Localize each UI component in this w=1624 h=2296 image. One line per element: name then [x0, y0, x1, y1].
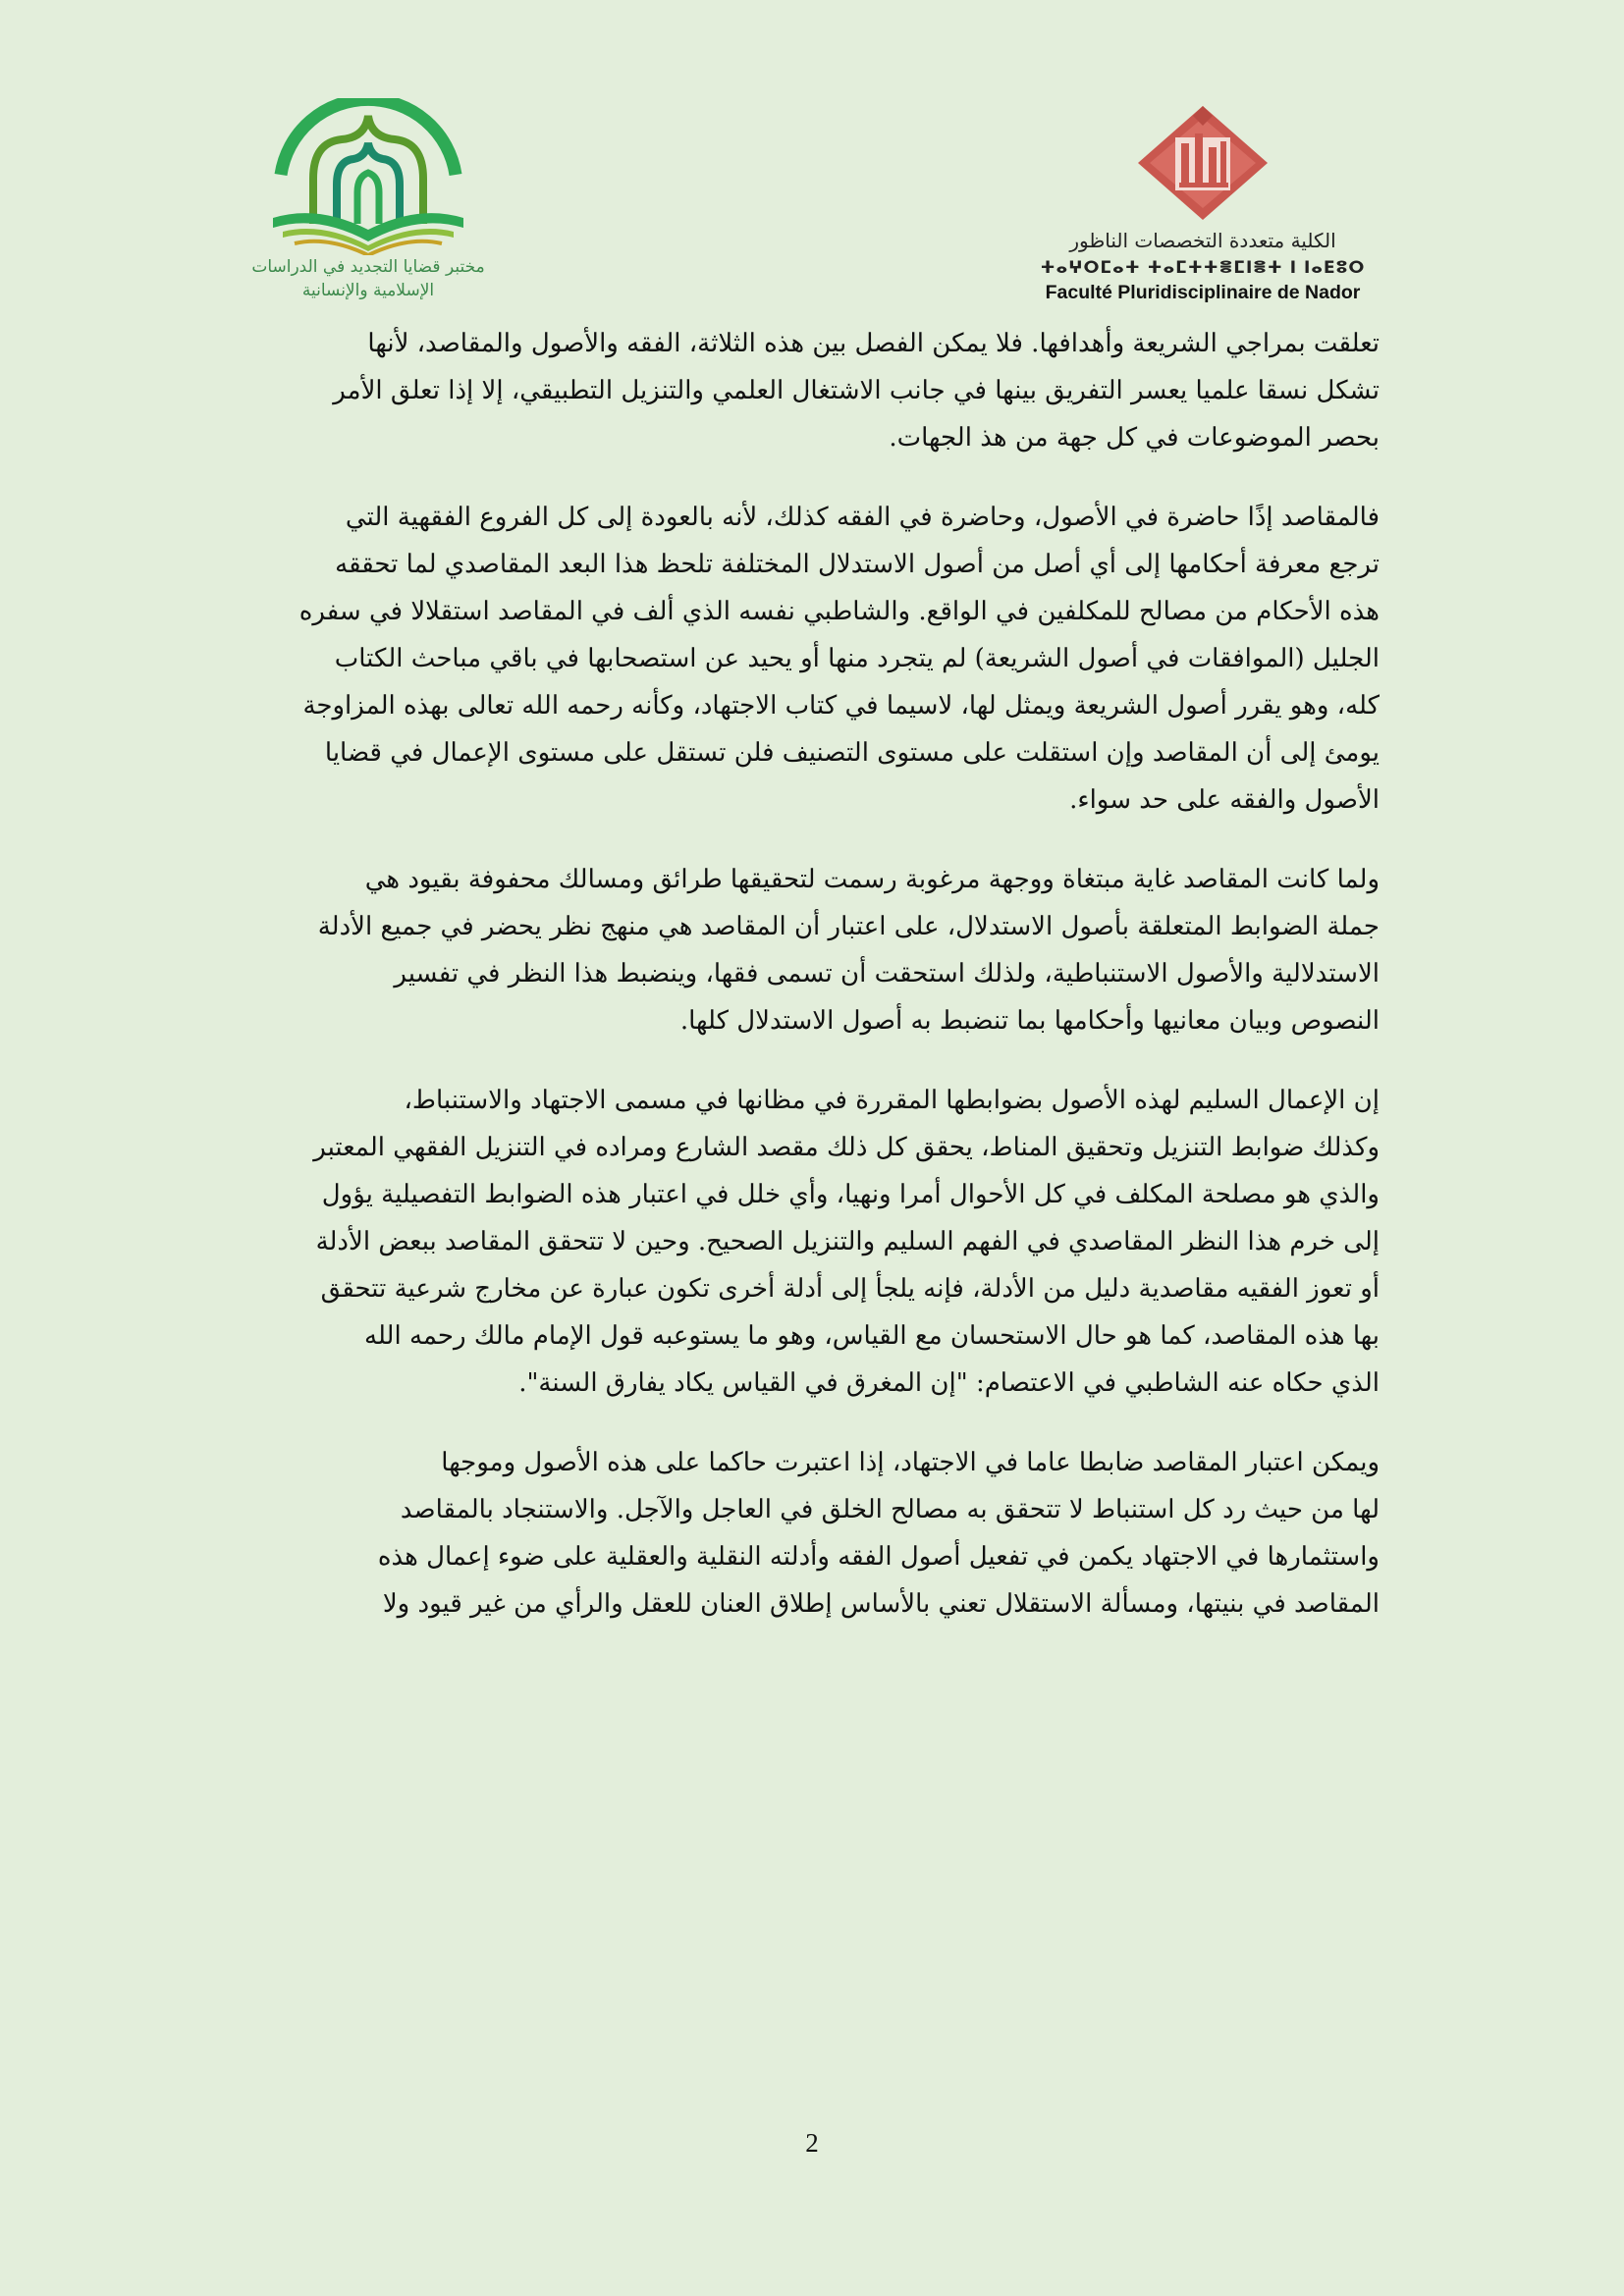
text-line: يومئ إلى أن المقاصد وإن استقلت على مستوى التصنيف فلن تستقل على مستوى الإعمال في قضايا — [324, 738, 1380, 768]
text-line: كله، وهو يقرر أصول الشريعة ويمثل لها، لاسيما في كتاب الاجتهاد، وكأنه رحمه الله تعالى بهذه المزاوجة — [302, 691, 1380, 721]
text-line: الذي حكاه عنه الشاطبي في الاعتصام: "إن المغرق في القياس يكاد يفارق السنة". — [518, 1368, 1380, 1398]
text-line: وكذلك ضوابط التنزيل وتحقيق المناط، يحقق كل ذلك مقصد الشارع ومراده في التنزيل الفقهي المعتبر — [313, 1133, 1380, 1162]
text-line: الأصول والفقه على حد سواء. — [1069, 785, 1380, 815]
faculty-emblem-icon — [1136, 104, 1270, 222]
text-line: ولما كانت المقاصد غاية مبتغاة ووجهة مرغوبة رسمت لتحقيقها طرائق ومسالك محفوفة بقيود هي — [364, 865, 1380, 894]
text-line: تعلقت بمراجي الشريعة وأهدافها. فلا يمكن الفصل بين هذه الثلاثة، الفقه والأصول والمقاصد، لأنها — [367, 329, 1380, 358]
lab-caption-line2: الإسلامية والإنسانية — [301, 281, 435, 300]
text-line: بحصر الموضوعات في كل جهة من هذ الجهات. — [889, 423, 1380, 453]
text-line: جملة الضوابط المتعلقة بأصول الاستدلال، على اعتبار أن المقاصد هي منهج نظر يحضر في جميع الأدلة — [317, 912, 1380, 941]
text-line: واستثمارها في الاجتهاد يكمن في تفعيل أصول الفقه وأدلته النقلية والعقلية على ضوء إعمال هذه — [377, 1542, 1380, 1572]
text-line: النصوص وبيان معانيها وأحكامها بما تنضبط به أصول الاستدلال كلها. — [679, 1006, 1380, 1036]
text-line: تشكل نسقا علميا يعسر التفريق بينها في جانب الاشتغال العلمي والتنزيل التطبيقي، إلا إذا تعلق الأمر — [333, 376, 1380, 405]
text-line: ويمكن اعتبار المقاصد ضابطا عاما في الاجتهاد، إذا اعتبرت حاكما على هذه الأصول وموجها — [441, 1448, 1380, 1477]
faculty-logo — [1026, 104, 1380, 310]
paragraph-4 — [245, 1077, 1380, 1407]
text-line: والذي هو مصلحة المكلف في كل الأحوال أمرا ونهيا، وأي خلل في اعتبار هذه الضوابط التفصيلية يؤول — [321, 1180, 1380, 1209]
text-line: ترجع معرفة أحكامها إلى أي أصل من أصول الاستدلال المختلفة تلحظ هذا البعد المقاصدي لما تحققه — [335, 550, 1380, 579]
text-line: إلى خرم هذا النظر المقاصدي في الفهم السليم والتنزيل الصحيح. وحين لا تتحقق المقاصد ببعض الأدلة — [315, 1227, 1380, 1256]
text-line: الجليل (الموافقات في أصول الشريعة) لم يتجرد منها أو يحيد عن استصحابها في باقي مباحث الكتاب — [334, 644, 1380, 673]
paragraph-2 — [245, 494, 1380, 824]
lab-emblem-icon — [259, 98, 477, 255]
paragraph-1 — [245, 320, 1380, 461]
lab-caption-line1: مختبر قضايا التجديد في الدراسات — [251, 257, 485, 277]
faculty-name-french: Faculté Pluridisciplinaire de Nador — [1045, 282, 1361, 303]
lab-logo — [245, 98, 491, 309]
faculty-name-tifinagh: ⵜⴰⵖⵔⵎⴰⵜ ⵜⴰⵎⵜⵜⴻⵎⵏⴻⵜ ⵏ ⵏⴰⴹⵓⵔ — [1040, 258, 1366, 278]
text-line: الاستدلالية والأصول الاستنباطية، ولذلك استحقت أن تسمى فقها، وينضبط هذا النظر في تفسير — [394, 959, 1380, 988]
page-number: 2 — [805, 2128, 819, 2158]
text-line: هذه الأحكام من مصالح للمكلفين في الواقع. والشاطبي نفسه الذي ألف في المقاصد استقلالا في سفره — [298, 597, 1380, 626]
text-line: المقاصد في بنيتها، ومسألة الاستقلال تعني بالأساس إطلاق العنان للعقل والرأي من غير قيود ولا — [382, 1589, 1380, 1619]
page-header — [245, 98, 1380, 309]
text-line: بها هذه المقاصد، كما هو حال الاستحسان مع القياس، وهو ما يستوعبه قول الإمام مالك رحمه الله — [364, 1321, 1380, 1351]
lab-logo-caption — [245, 255, 491, 302]
text-line: فالمقاصد إذًا حاضرة في الأصول، وحاضرة في الفقه كذلك، لأنه بالعودة إلى كل الفروع الفقهية التي — [345, 503, 1380, 532]
paragraph-3 — [245, 856, 1380, 1044]
text-line: أو تعوز الفقيه مقاصدية دليل من الأدلة، فإنه يلجأ إلى أدلة أخرى تكون عبارة عن مخارج شرعية تتحقق — [320, 1274, 1380, 1304]
body-text — [245, 320, 1380, 1628]
faculty-name-arabic: الكلية متعددة التخصصات الناظور — [1069, 229, 1336, 252]
paragraph-5 — [245, 1439, 1380, 1628]
text-line: لها من حيث رد كل استنباط لا تتحقق به مصالح الخلق في العاجل والآجل. والاستنجاد بالمقاصد — [400, 1495, 1380, 1524]
text-line: إن الإعمال السليم لهذه الأصول بضوابطها المقررة في مظانها في مسمى الاجتهاد والاستنباط، — [404, 1086, 1380, 1115]
